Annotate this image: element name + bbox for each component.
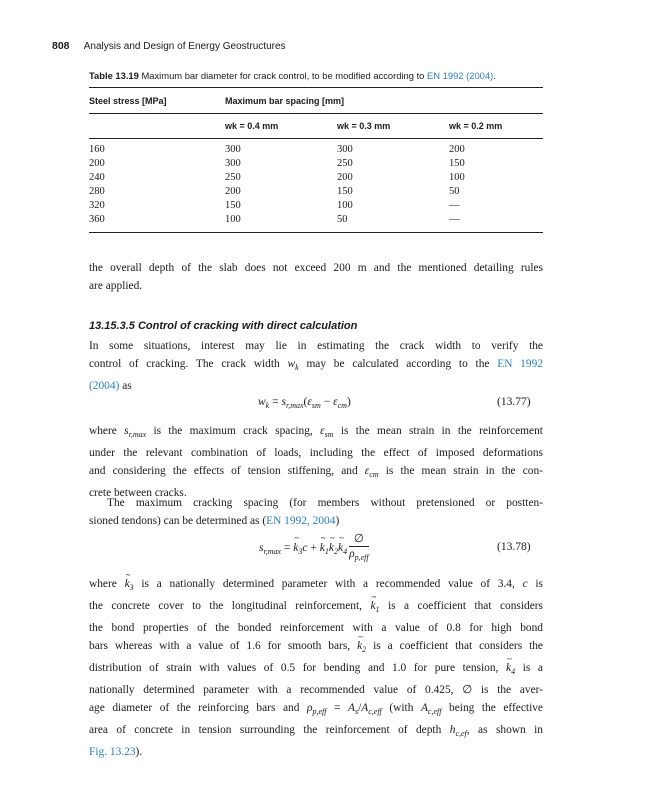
section-number: 13.15.3.5 — [89, 320, 135, 332]
cell: 200 — [449, 144, 465, 155]
ref-link-2004[interactable]: (2004) — [89, 380, 120, 392]
p4-line-7: age diameter of the reinforcing bars and $\rho_{p,eff} = A_s/A_{c,eff}$ (with $A_{c,eff}$ being the effective — [89, 702, 543, 716]
cell: 100 — [337, 200, 353, 211]
p4-line-1: where ~ $k_3$ is a nationally determined parameter with a recommended value of 3.4, c is — [89, 575, 543, 597]
cell: 360 — [89, 213, 225, 233]
p1-line-1: In some situations, interest may lie in estimating the crack width to verify the — [89, 340, 543, 352]
paragraph-4 — [89, 575, 543, 761]
table-caption-ref-link[interactable]: EN 1992 (2004) — [427, 70, 494, 81]
section-title: Control of cracking with direct calculation — [137, 320, 358, 332]
p4-line-2: the concrete cover to the longitudinal reinforcement, ~ $k_1$ is a coefficient that considers — [89, 597, 543, 619]
cell: 300 — [337, 144, 353, 155]
p3-line-1: The maximum cracking spacing (for members without pretensioned or postten- — [107, 497, 543, 509]
equation-13-77: $w_k = s_{r,max}(\varepsilon_{sm} - \varepsilon_{cm})$ — [258, 396, 351, 410]
table-row — [89, 139, 543, 158]
p2-line-2: under the relevant combination of loads, including the effect of imposed deformations — [89, 447, 543, 459]
table-row — [89, 213, 543, 233]
equation-number-13-77: (13.77) — [497, 396, 531, 408]
paragraph-3 — [89, 494, 543, 530]
p4-line-8: area of concrete in tension surrounding the reinforcement of depth $h_{c,ef}$, as shown in — [89, 724, 543, 738]
cell: 50 — [449, 186, 460, 197]
p4-line-5: distribution of strain with values of 0.5 for bending and 1.0 for pure tension, ~ $k_4$ is a — [89, 659, 543, 681]
intro-line-1: the overall depth of the slab does not exceed 200 m and the mentioned detailing rules — [89, 262, 543, 274]
subheader-wk-02: wk = 0.2 mm — [449, 114, 543, 139]
running-header — [52, 40, 286, 52]
header-empty — [89, 114, 225, 139]
p2-line-1: where $s_{r,max}$ is the maximum crack spacing, $\varepsilon_{sm}$ is the mean strain in the reinforcement — [89, 425, 543, 439]
p4-line-6: nationally determined parameter with a recommended value of 0.425, ∅ is the aver- — [89, 684, 543, 696]
cell: 150 — [225, 200, 241, 211]
table-caption — [89, 70, 496, 81]
cell: 200 — [89, 158, 105, 169]
paragraph-2 — [89, 422, 543, 502]
table-row — [89, 171, 543, 185]
p1-line-3: (2004) as — [89, 380, 132, 392]
fig-link-13-23[interactable]: Fig. 13.23 — [89, 746, 136, 758]
equation-13-78: $s_{r,max}$ = ~ $k_3c$ + ~ $k_1\sim$ $k_2\sim$ $k_4$ $\frac{\emptyset}{\rho_{p,eff}}$ — [259, 532, 369, 565]
p1-line-2: control of cracking. The crack width $w_k$ may be calculated according to the EN 1992 — [89, 358, 543, 372]
cell: 150 — [449, 158, 465, 169]
cell: 250 — [337, 158, 353, 169]
p2-line-4: crete between cracks. — [89, 487, 187, 499]
cell: 100 — [225, 213, 337, 233]
intro-paragraph — [89, 259, 543, 295]
header-max-spacing-label: Maximum bar spacing [mm] — [225, 95, 345, 106]
table-row — [89, 185, 543, 199]
subheader-wk-04: wk = 0.4 mm — [225, 114, 337, 139]
table-caption-text: Maximum bar diameter for crack control, to be modified according to — [141, 70, 425, 81]
cell: 250 — [225, 172, 241, 183]
table-row — [89, 199, 543, 213]
cell: 160 — [89, 144, 105, 155]
cell: 320 — [89, 200, 105, 211]
p4-line-4: bars whereas with a value of 1.6 for smooth bars, ~ $k_2$ is a coefficient that considers the — [89, 637, 543, 659]
table-label: Table 13.19 — [89, 70, 139, 81]
section-heading — [89, 320, 357, 332]
cell: — — [449, 213, 543, 233]
ref-link-en1992-2004[interactable]: EN 1992, 2004 — [266, 515, 336, 527]
cell: 100 — [449, 172, 465, 183]
caption-end: . — [493, 70, 496, 81]
cell: 300 — [225, 158, 241, 169]
cell: 50 — [337, 213, 449, 233]
paragraph-1 — [89, 337, 543, 395]
crack-control-table — [89, 87, 543, 233]
cell: 200 — [225, 186, 241, 197]
running-title: Analysis and Design of Energy Geostructures — [83, 41, 286, 52]
p4-line-3: the bond properties of the bonded reinforcement with a value of 0.8 for high bond — [89, 622, 543, 634]
ref-link-en1992[interactable]: EN 1992 — [497, 358, 543, 370]
equation-number-13-78: (13.78) — [497, 541, 531, 553]
p3-line-2: sioned tendons) can be determined as (EN 1992, 2004) — [89, 515, 340, 527]
cell: — — [449, 200, 460, 211]
cell: 200 — [337, 172, 353, 183]
header-steel-stress: Steel stress [MPa] — [89, 88, 225, 114]
table-row — [89, 157, 543, 171]
cell: 300 — [225, 144, 241, 155]
p4-line-9: Fig. 13.23). — [89, 746, 143, 758]
subheader-wk-03: wk = 0.3 mm — [337, 114, 449, 139]
p2-line-3: and considering the effects of tension stiffening, and $\varepsilon_{cm}$ is the mean strain in the con- — [89, 465, 543, 479]
cell: 150 — [337, 186, 353, 197]
cell: 280 — [89, 186, 105, 197]
page-number: 808 — [52, 40, 70, 52]
intro-line-2: are applied. — [89, 280, 143, 292]
cell: 240 — [89, 172, 105, 183]
header-max-spacing — [225, 88, 543, 114]
